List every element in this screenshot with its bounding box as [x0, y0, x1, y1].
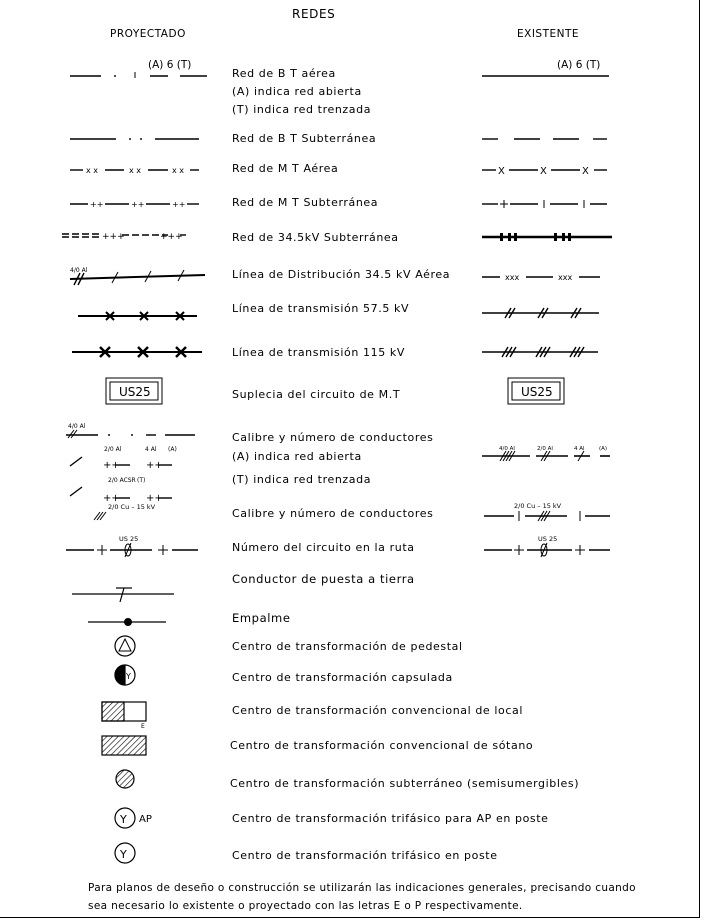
symbol-bt-aerea-projected [70, 59, 207, 78]
text-pp-c4: ++ [146, 493, 163, 504]
legend-title: REDES [292, 7, 336, 21]
text-e40-al: 4/0 Al [499, 446, 515, 452]
label-bt-aerea-a: (A) indica red abierta [232, 85, 362, 98]
symbol-circuito-existing [484, 535, 610, 557]
text-xxx-2: xxx [558, 273, 573, 282]
label-ct-local: Centro de transformación convencional de local [232, 704, 524, 717]
symbol-calibre-projected [66, 423, 195, 520]
label-bt-aerea: Red de B T aérea [232, 67, 336, 80]
label-mt-sub: Red de M T Subterránea [232, 196, 379, 209]
text-c40-al: 4/0 Al [68, 423, 86, 430]
label-calibre1: Calibre y número de conductores [232, 431, 434, 444]
label-dist345: Línea de Distribución 34.5 kV Aérea [232, 268, 451, 281]
text-al40: 4/0 Al [70, 267, 88, 274]
text-a6t-exist: (A) 6 (T) [557, 59, 601, 71]
text-e-letter: E [141, 723, 145, 730]
label-calibre-a: (A) indica red abierta [232, 450, 362, 463]
text-c20-al: 2/0 Al [104, 446, 122, 453]
text-pp-2: ++ [131, 200, 145, 209]
text-c-t: (T) [137, 477, 146, 484]
text-pp-c1: ++ [103, 460, 120, 471]
text-pp-c2: ++ [146, 460, 163, 471]
label-trans575: Línea de transmisión 57.5 kV [232, 302, 410, 315]
symbol-dist345-projected [70, 267, 205, 285]
text-xx-2: x x [129, 166, 142, 175]
text-e20-cu-15: 2/0 Cu – 15 kV [514, 502, 562, 510]
label-suplecia: Suplecia del circuito de M.T [232, 388, 401, 401]
text-pp-c3: ++ [103, 493, 120, 504]
symbol-trans115-existing [482, 347, 598, 357]
label-bt-aerea-t: (T) indica red trenzada [232, 103, 372, 116]
text-y-ap: Y [120, 813, 127, 826]
text-x-3: X [582, 166, 589, 177]
symbol-ct-local [102, 702, 146, 730]
column-header-projected: PROYECTADO [110, 28, 186, 40]
symbol-suplecia-existing [508, 378, 564, 404]
label-tierra: Conductor de puesta a tierra [232, 572, 415, 586]
symbol-ct-capsulada [115, 665, 135, 685]
label-trans115: Línea de transmisión 115 kV [232, 346, 406, 359]
text-c-a: (A) [168, 446, 177, 453]
symbol-trans115-projected [72, 347, 202, 357]
symbol-ct-sotano [102, 736, 146, 755]
text-x-2: X [540, 166, 547, 177]
text-x-1: X [498, 166, 505, 177]
label-empalme: Empalme [232, 611, 291, 625]
text-us25-box: US25 [119, 385, 151, 399]
text-pp-3: ++ [172, 200, 186, 209]
text-ap: AP [139, 814, 152, 825]
symbol-ct-poste [115, 843, 135, 863]
label-ct-sotano: Centro de transformación convencional de sótano [230, 739, 534, 752]
symbol-mt-aerea-existing [482, 166, 607, 177]
symbol-mt-aerea-projected [70, 166, 199, 175]
label-bt-sub: Red de B T Subterránea [232, 132, 377, 145]
text-y-caps: Y [126, 672, 131, 681]
label-circuito: Número del circuito en la ruta [232, 541, 415, 554]
text-c20-acsr: 2/0 ACSR [108, 477, 136, 484]
symbol-ct-sub [116, 770, 134, 788]
symbol-bt-aerea-existing [482, 59, 609, 76]
text-c20-cu-15: 2/0 Cu – 15 kV [108, 503, 156, 511]
label-ct-capsulada: Centro de transformación capsulada [232, 671, 453, 684]
symbol-trans575-existing [482, 308, 599, 318]
symbol-dist345-existing [482, 273, 600, 282]
symbol-345-sub-existing [482, 233, 612, 241]
text-e4-al: 4 Al [574, 446, 585, 452]
label-ct-pedestal: Centro de transformación de pedestal [232, 640, 463, 653]
note-line-1: Para planos de deseño o construcción se utilizarán las indicaciones generales, precisando cuando [88, 882, 636, 894]
label-red345-sub: Red de 34.5kV Subterránea [232, 231, 399, 244]
label-ct-poste: Centro de transformación trifásico en poste [232, 849, 498, 862]
symbol-circuito-projected [66, 535, 198, 557]
label-calibre-t: (T) indica red trenzada [232, 473, 372, 486]
symbol-mt-sub-projected [70, 200, 199, 209]
text-pp-1: ++ [90, 200, 104, 209]
label-mt-aerea: Red de M T Aérea [232, 162, 339, 175]
text-e-a: (A) [599, 446, 608, 452]
symbol-suplecia-projected [106, 378, 162, 404]
text-xx-1: x x [86, 166, 99, 175]
text-c4-al: 4 Al [145, 446, 157, 453]
symbol-empalme [88, 619, 166, 626]
symbol-tierra [72, 588, 174, 602]
label-ct-ap: Centro de transformación trifásico para AP en poste [232, 812, 549, 825]
text-xxx-1: xxx [505, 273, 520, 282]
text-us-25-exist: US 25 [538, 535, 558, 543]
note-line-2: sea necesario lo existente o proyectado con las letras E o P respectivamente. [88, 900, 523, 912]
text-e20-al: 2/0 Al [537, 446, 553, 452]
symbol-calibre-existing [482, 446, 610, 521]
symbol-345-sub-projected [62, 232, 186, 242]
symbol-mt-sub-existing [482, 200, 607, 208]
text-xx-3: x x [172, 166, 185, 175]
text-ppp-1: +++ [102, 232, 125, 242]
text-us25-box-exist: US25 [521, 385, 553, 399]
label-calibre2: Calibre y número de conductores [232, 507, 434, 520]
symbol-ct-ap [115, 808, 152, 828]
symbol-trans575-projected [78, 312, 197, 320]
column-header-existing: EXISTENTE [517, 28, 580, 40]
label-ct-sub: Centro de transformación subterráneo (semisumergibles) [230, 777, 580, 790]
text-a6t: (A) 6 (T) [148, 59, 192, 71]
text-y-poste: Y [120, 848, 127, 861]
symbol-ct-pedestal [115, 636, 135, 656]
text-ppp-2: +++ [160, 232, 183, 242]
text-us-25: US 25 [119, 535, 139, 543]
